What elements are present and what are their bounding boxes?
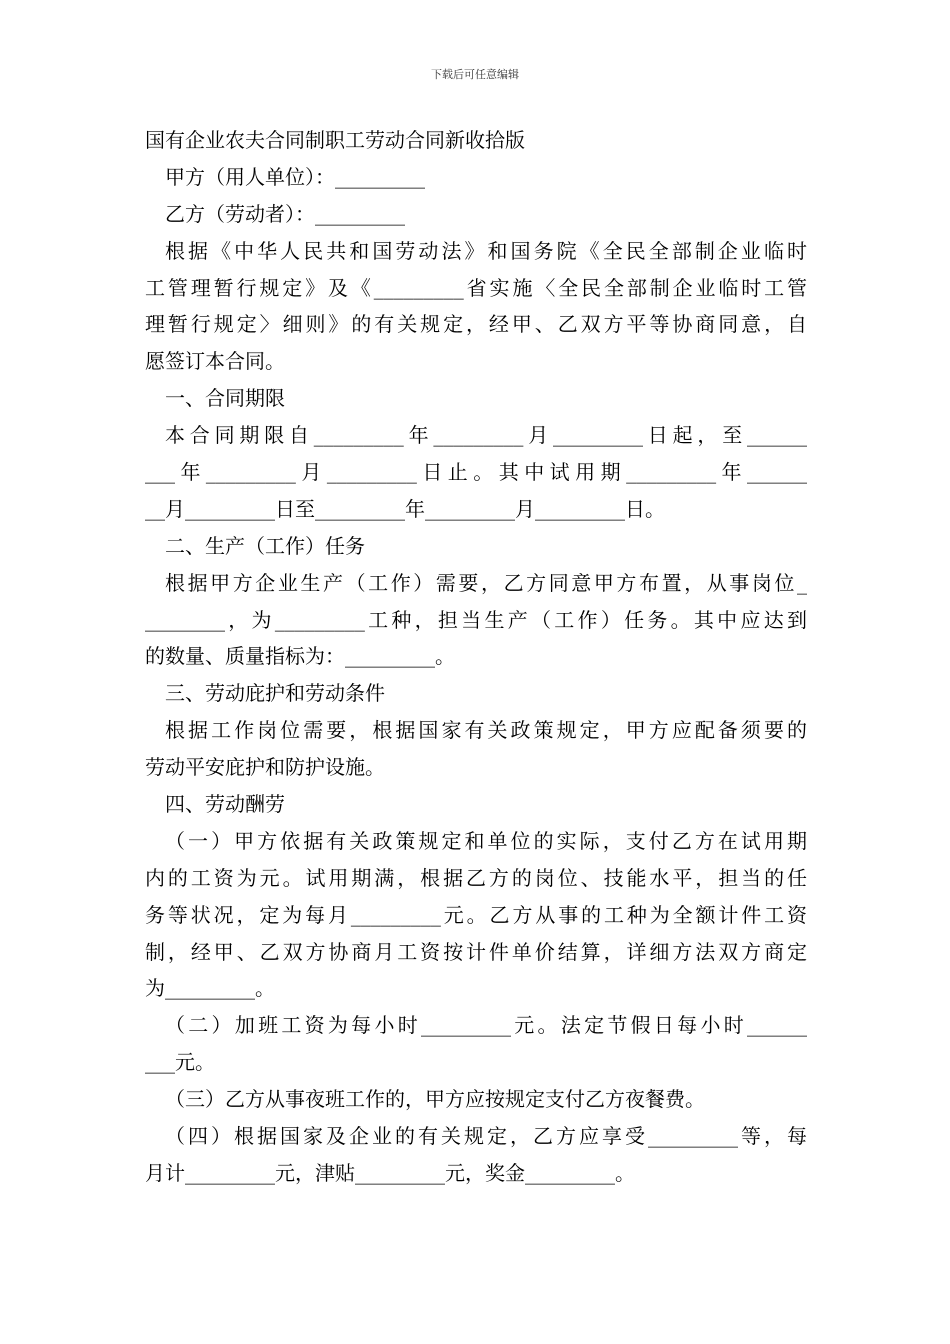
text-line: 理暂行规定〉细则》的有关规定，经甲、乙双方平等协商同意，自 xyxy=(145,312,807,337)
text-line: 根据甲方企业生产（工作）需要，乙方同意甲方布置，从事岗位_ xyxy=(165,570,807,595)
text-line: 务等状况，定为每月_________元。乙方从事的工种为全额计件工资 xyxy=(145,902,807,927)
text-line: 一、合同期限 xyxy=(165,386,285,411)
text-line: 国有企业农夫合同制职工劳动合同新收拾版 xyxy=(145,128,525,152)
text-line: （四）根据国家及企业的有关规定，乙方应享受_________等，每 xyxy=(165,1124,807,1149)
text-line: 甲方（用人单位）：_________ xyxy=(165,164,425,189)
text-line: 四、劳动酬劳 xyxy=(165,792,285,817)
text-line: （一）甲方依据有关政策规定和单位的实际，支付乙方在试用期 xyxy=(165,828,807,853)
text-line: 根据《中华人民共和国劳动法》和国务院《全民全部制企业临时 xyxy=(165,238,807,263)
text-line: 劳动平安庇护和防护设施。 xyxy=(145,755,385,780)
text-line: 愿签订本合同。 xyxy=(145,349,285,374)
contract-body xyxy=(145,122,807,1192)
page-header: 下载后可任意编辑 xyxy=(431,68,519,81)
text-line: __月_________日至_________年_________月_________日。 xyxy=(145,496,665,521)
text-line: ___元。 xyxy=(145,1050,215,1075)
text-line: ________，为_________工种，担当生产（工作）任务。其中应达到 xyxy=(145,607,807,632)
text-line: 三、劳动庇护和劳动条件 xyxy=(165,681,385,706)
text-line: 的数量、质量指标为：_________。 xyxy=(145,644,455,669)
text-line: 制，经甲、乙双方协商月工资按计件单价结算，详细方法双方商定 xyxy=(145,939,807,964)
text-line: 为_________。 xyxy=(145,976,275,1001)
text-line: （二）加班工资为每小时_________元。法定节假日每小时______ xyxy=(165,1013,807,1038)
text-line: 乙方（劳动者）：_________ xyxy=(165,201,405,226)
text-line: 工管理暂行规定》及《_________省实施〈全民全部制企业临时工管 xyxy=(145,275,807,300)
text-line: 二、生产（工作）任务 xyxy=(165,533,365,558)
text-line: ___年_________月_________日止。其中试用期_________年______ xyxy=(145,460,807,485)
text-line: 月计_________元，津贴_________元，奖金_________。 xyxy=(145,1160,635,1185)
text-line: 本合同期限自_________年_________月_________日起，至______ xyxy=(165,423,807,448)
text-line: （三）乙方从事夜班工作的，甲方应按规定支付乙方夜餐费。 xyxy=(165,1087,705,1112)
text-line: 内的工资为元。试用期满，根据乙方的岗位、技能水平，担当的任 xyxy=(145,865,807,890)
text-line: 根据工作岗位需要，根据国家有关政策规定，甲方应配备须要的 xyxy=(165,718,807,743)
